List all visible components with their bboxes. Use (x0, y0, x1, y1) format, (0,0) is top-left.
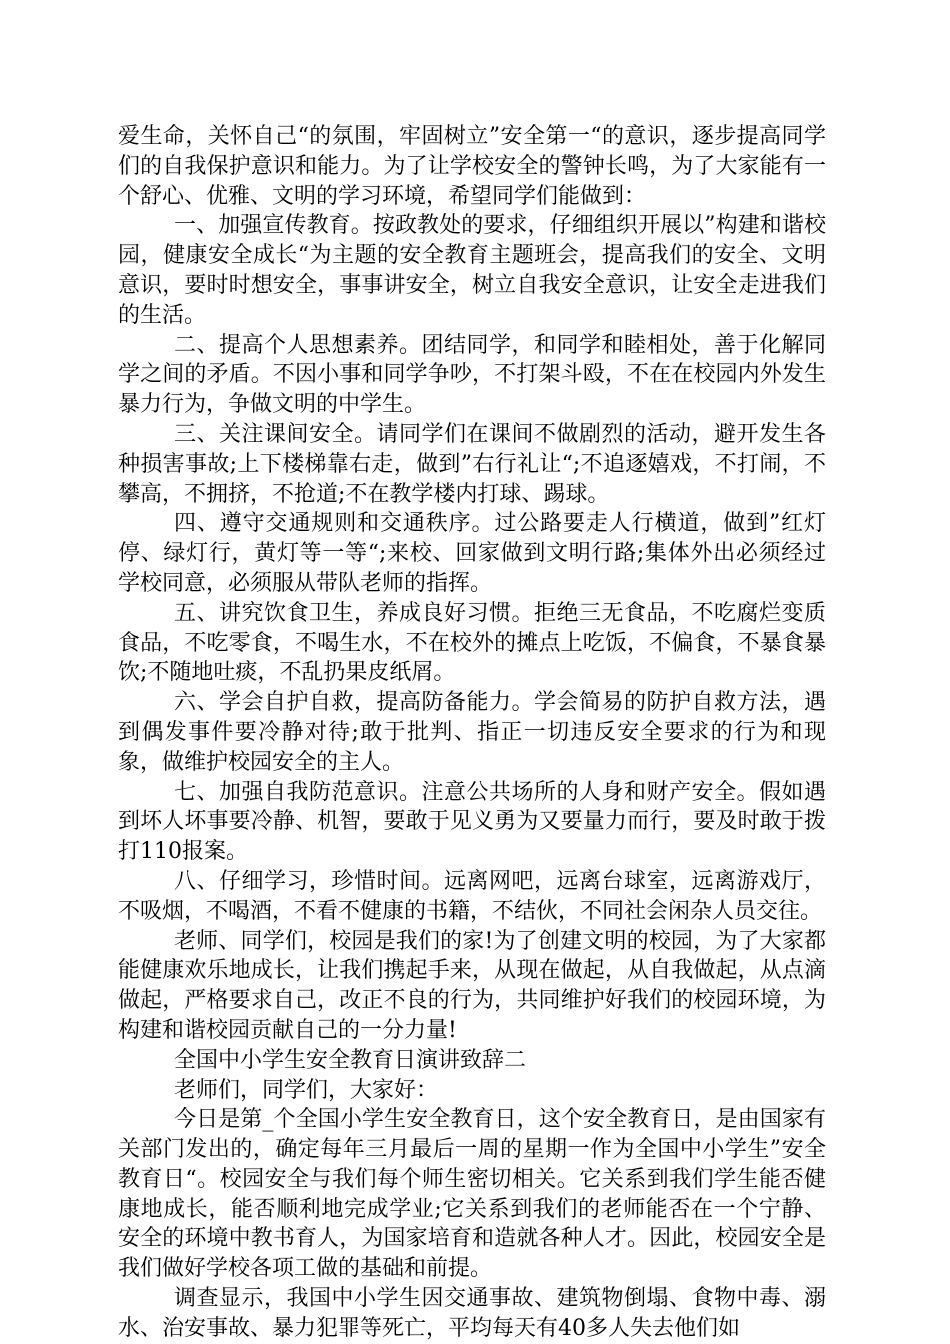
paragraph-speech-intro: 今日是第_个全国小学生安全教育日，这个安全教育日，是由国家有关部门发出的，确定每年三月最后一周的星期一作为全国中小学生”安全教育日“。校园安全与我们每个师生密切相关。它关系到我们学生能否健康地成长，能否顺利地完成学业;它关系到我们的老师能否在一个宁静、安全的环境中教书育人，为国家培育和造就各种人才。因此，校园安全是我们做好学校各项工做的基础和前提。 (118, 1107, 826, 1282)
paragraph-item-8: 八、仔细学习，珍惜时间。远离网吧，远离台球室，远离游戏厅，不吸烟，不喝酒，不看不健康的书籍，不结伙，不同社会闲杂人员交往。 (118, 868, 826, 924)
paragraph-closing: 老师、同学们，校园是我们的家!为了创建文明的校园，为了大家都能健康欢乐地成长，让我们携起手来，从现在做起，从自我做起，从点滴做起，严格要求自己，改正不良的行为，共同维护好我们的校园环境，为构建和谐校园贡献自己的一分力量! (118, 928, 826, 1043)
document-body (118, 122, 826, 1344)
paragraph-item-1: 一、加强宣传教育。按政教处的要求，仔细组织开展以”构建和谐校园，健康安全成长“为主题的安全教育主题班会，提高我们的安全、文明意识，要时时想安全，事事讲安全，树立自我安全意识，让安全走进我们的生活。 (118, 213, 826, 328)
paragraph-intro: 爱生命，关怀自己“的氛围，牢固树立”安全第一“的意识，逐步提高同学们的自我保护意识和能力。为了让学校安全的警钟长鸣，为了大家能有一个舒心、优雅、文明的学习环境，希望同学们能做到： (118, 124, 826, 209)
section-heading: 全国中小学生安全教育日演讲致辞二 (174, 1047, 527, 1073)
paragraph-item-6: 六、学会自护自救，提高防备能力。学会简易的防护自救方法，遇到偶发事件要冷静对待;敢于批判、指正一切违反安全要求的行为和现象，做维护校园安全的主人。 (118, 690, 826, 775)
paragraph-item-7: 七、加强自我防范意识。注意公共场所的人身和财产安全。假如遇到坏人坏事要冷静、机智，要敢于见义勇为又要量力而行，要及时敢于拨打110报案。 (118, 779, 826, 865)
paragraph-item-4: 四、遵守交通规则和交通秩序。过公路要走人行横道，做到”红灯停、绿灯行，黄灯等一等“;来校、回家做到文明行路;集体外出必须经过学校同意，必须服从带队老师的指挥。 (118, 511, 826, 596)
paragraph-item-2: 二、提高个人思想素养。团结同学，和同学和睦相处，善于化解同学之间的矛盾。不因小事和同学争吵，不打架斗殴，不在在校园内外发生暴力行为，争做文明的中学生。 (118, 332, 826, 418)
salutation: 老师们，同学们，大家好： (174, 1077, 439, 1103)
paragraph-item-5: 五、讲究饮食卫生，养成良好习惯。拒绝三无食品，不吃腐烂变质食品，不吃零食，不喝生水，不在校外的摊点上吃饭，不偏食，不暴食暴饮;不随地吐痰，不乱扔果皮纸屑。 (118, 600, 826, 686)
paragraph-survey: 调查显示，我国中小学生因交通事故、建筑物倒塌、食物中毒、溺水、治安事故、暴力犯罪等死亡，平均每天有40多人失去他们如 (118, 1286, 826, 1341)
paragraph-item-3: 三、关注课间安全。请同学们在课间不做剧烈的活动，避开发生各种损害事故;上下楼梯靠右走，做到”右行礼让“;不追逐嬉戏，不打闹，不攀高，不拥挤，不抢道;不在教学楼内打球、踢球。 (118, 421, 826, 507)
